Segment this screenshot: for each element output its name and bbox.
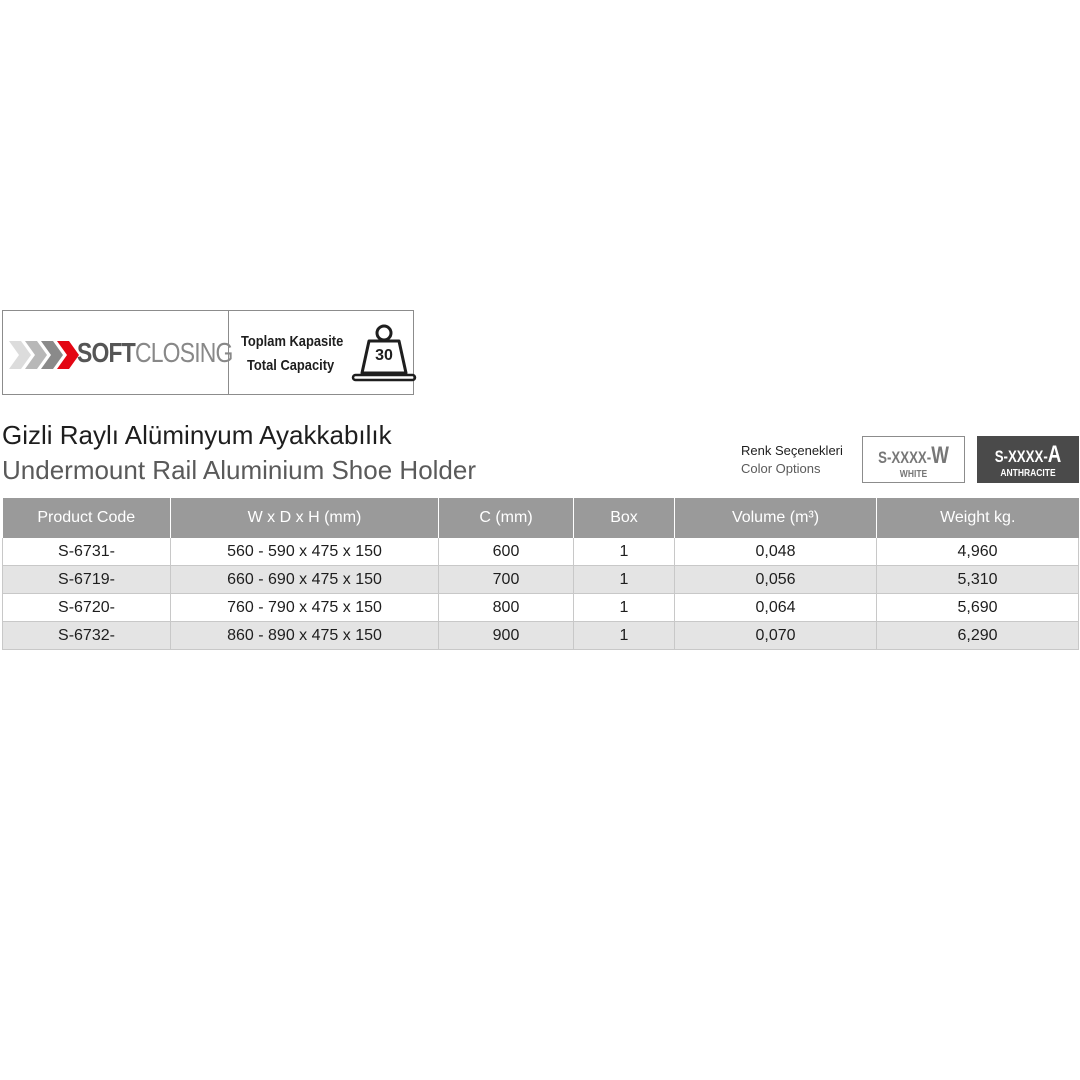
cell-dimensions: 660 - 690 x 475 x 150 [171, 566, 439, 594]
cell-volume: 0,048 [675, 538, 877, 566]
cell-c: 900 [439, 622, 574, 650]
cell-weight: 4,960 [877, 538, 1079, 566]
cell-c: 700 [439, 566, 574, 594]
swatch-anthracite-code [988, 441, 1068, 469]
cell-product-code: S-6720- [3, 594, 171, 622]
swatch-white-code-suffix: W [931, 442, 949, 469]
cell-box: 1 [574, 566, 675, 594]
cell-product-code: S-6719- [3, 566, 171, 594]
cell-box: 1 [574, 594, 675, 622]
logo-bold-text: SOFT [77, 337, 135, 368]
color-swatch-anthracite [977, 436, 1079, 483]
table-header-row [3, 498, 1079, 538]
color-options-label-en: Color Options [741, 461, 821, 476]
cell-volume: 0,070 [675, 622, 877, 650]
cell-product-code: S-6732- [3, 622, 171, 650]
cell-dimensions: 560 - 590 x 475 x 150 [171, 538, 439, 566]
header-weight: Weight kg. [877, 498, 1079, 538]
logo-thin-text: CLOSING [134, 337, 233, 368]
header-dimensions: W x D x H (mm) [171, 498, 439, 538]
swatch-anthracite-code-suffix: A [1047, 441, 1062, 468]
cell-box: 1 [574, 538, 675, 566]
cell-product-code: S-6731- [3, 538, 171, 566]
header-volume: Volume (m³) [675, 498, 877, 538]
capacity-label-tr: Toplam Kapasite [241, 333, 344, 350]
header-c: C (mm) [439, 498, 574, 538]
cell-box: 1 [574, 622, 675, 650]
feature-badge [2, 310, 414, 395]
cell-dimensions: 760 - 790 x 475 x 150 [171, 594, 439, 622]
product-title-en: Undermount Rail Aluminium Shoe Holder [2, 455, 477, 485]
cell-volume: 0,064 [675, 594, 877, 622]
cell-volume: 0,056 [675, 566, 877, 594]
swatch-anthracite-name: ANTHRACITE [1000, 468, 1056, 479]
cell-weight: 5,310 [877, 566, 1079, 594]
cell-weight: 5,690 [877, 594, 1079, 622]
table-row [3, 566, 1079, 594]
table-row [3, 594, 1079, 622]
swatch-white-name: WHITE [899, 469, 928, 480]
spec-table [2, 498, 1079, 650]
soft-closing-text [77, 338, 233, 368]
product-title-tr: Gizli Raylı Alüminyum Ayakkabılık [2, 420, 392, 450]
cell-c: 800 [439, 594, 574, 622]
capacity-block [229, 311, 413, 394]
table-row [3, 538, 1079, 566]
swatch-white-code-prefix: S-XXXX- [878, 448, 932, 467]
capacity-value: 30 [375, 347, 393, 364]
cell-dimensions: 860 - 890 x 475 x 150 [171, 622, 439, 650]
soft-closing-logo [3, 311, 233, 394]
cell-weight: 6,290 [877, 622, 1079, 650]
swatch-anthracite-code-prefix: S-XXXX- [994, 447, 1048, 466]
capacity-label-en: Total Capacity [247, 357, 335, 374]
color-options-label-tr: Renk Seçenekleri [741, 443, 843, 458]
swatch-white-code [874, 442, 953, 470]
cell-c: 600 [439, 538, 574, 566]
chevron-arrows-icon [9, 337, 81, 373]
color-swatch-white [862, 436, 965, 483]
header-product-code: Product Code [3, 498, 171, 538]
table-row [3, 622, 1079, 650]
header-box: Box [574, 498, 675, 538]
